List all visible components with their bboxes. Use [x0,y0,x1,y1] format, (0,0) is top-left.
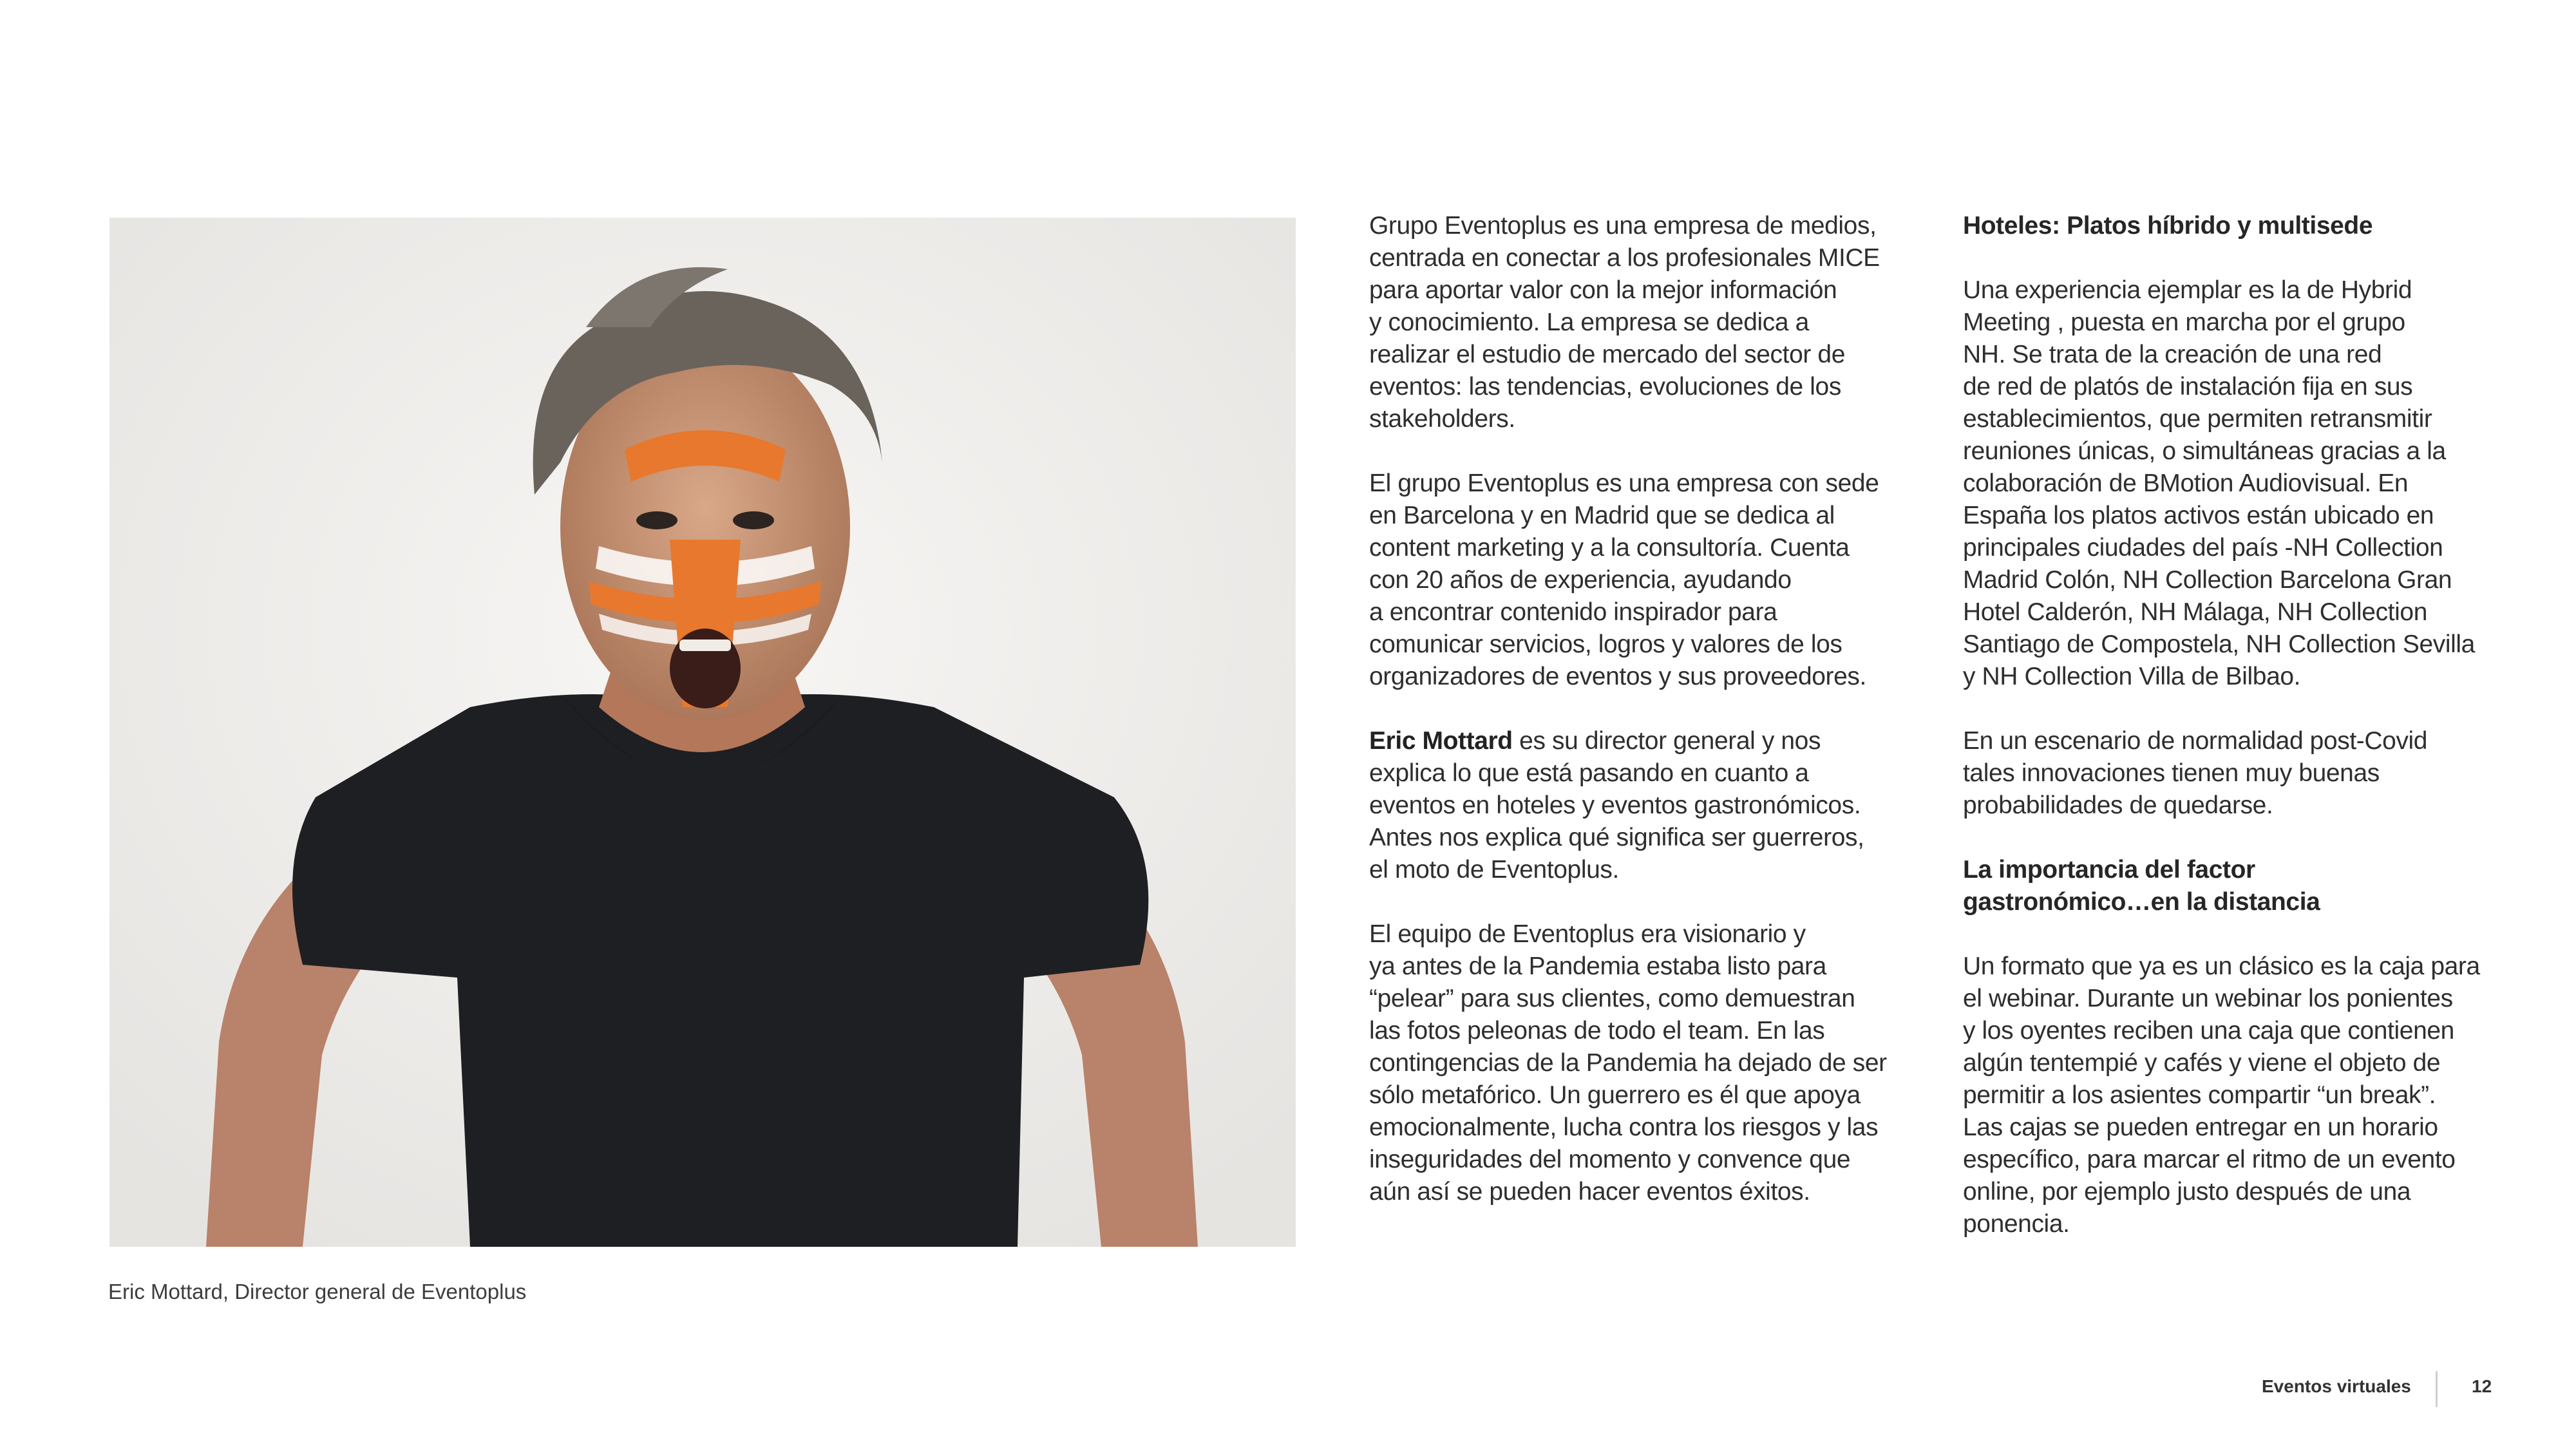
footer-divider [2436,1371,2438,1407]
gastronomy-heading: La importancia del factor gastronómico…en la distancia [1963,856,2320,916]
warrior-paragraph: El equipo de Eventoplus era visionario y ya antes de la Pandemia estaba listo para “pelear” para sus clientes, como demuestran las fotos peleonas de todo el team. En las contingencias de la Pandemia ha dejado de ser sólo metafórico. Un guerrero es él que apoya emocionalmente, lucha contra los riesgos y las inseguridades del momento y convence que aún así se pueden hacer eventos éxitos. [1369,920,1887,1206]
webinar-box-paragraph: Un formato que ya es un clásico es la caja para el webinar. Durante un webinar los ponientes y los oyentes reciben una caja que contienen algún tentempié y cafés y viene el objeto de permitir a los asientes compartir “un break”. Las cajas se pueden entregar en un horario específico, para marcar el ritmo de un evento online, por ejemplo justo después de una ponencia. [1963,952,2480,1238]
hybrid-meeting-paragraph: Una experiencia ejemplar es la de Hybrid Meeting , puesta en marcha por el grupo NH. Se trata de la creación de una red de red de platós de instalación fija en sus establecimientos, que permiten retransmitir reuniones únicas, o simultáneas gracias a la colaboración de BMotion Audiovisual. En España los platos activos están ubicado en principales ciudades del país -NH Collection Madrid Colón, NH Collection Barcelona Gran Hotel Calderón, NH Málaga, NH Collection Santiago de Compostela, NH Collection Sevilla y NH Collection Villa de Bilbao. [1963,276,2475,690]
director-name: Eric Mottard [1369,727,1513,755]
photo-caption: Eric Mottard, Director general de Eventoplus [108,1280,527,1303]
article-column-1 [1369,210,1910,1240]
portrait-photo [109,218,1296,1247]
page-footer [0,1375,2576,1414]
post-covid-paragraph: En un escenario de normalidad post-Covid tales innovaciones tienen muy buenas probabilidades de quedarse. [1963,727,2428,819]
hotels-heading: Hoteles: Platos híbrido y multisede [1963,212,2373,240]
page-number: 12 [2472,1376,2492,1396]
article-column-2 [1963,210,2504,1273]
man-with-orange-face-paint-icon [109,218,1296,1247]
intro-paragraph: Grupo Eventoplus es una empresa de medios, centrada en conectar a los profesionales MICE para aportar valor con la mejor información y conocimiento. La empresa se dedica a realizar el estudio de mercado del sector de eventos: las tendencias, evoluciones de los stakeholders. [1369,212,1880,433]
section-title: Eventos virtuales [2262,1376,2411,1396]
director-paragraph [1369,725,1910,886]
director-text: es su director general y nos explica lo que está pasando en cuanto a eventos en hoteles y eventos gastronómicos. Antes nos explica qué significa ser guerreros, el moto de Eventoplus. [1369,727,1864,884]
company-paragraph: El grupo Eventoplus es una empresa con sede en Barcelona y en Madrid que se dedica al content marketing y a la consultoría. Cuenta con 20 años de experiencia, ayudando a encontrar contenido inspirador para comunicar servicios, logros y valores de los organizadores de eventos y sus proveedores. [1369,469,1879,690]
